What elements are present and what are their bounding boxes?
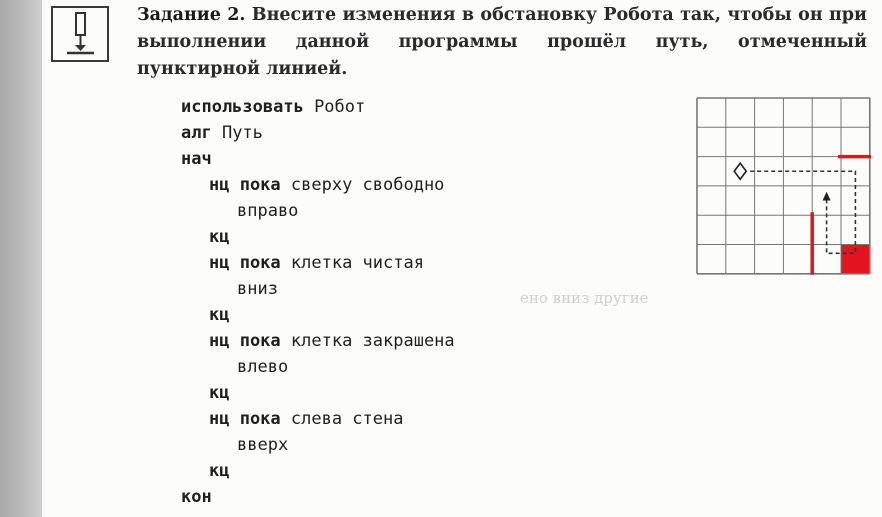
code-line [181, 224, 455, 250]
code-keyword: нц пока [209, 409, 281, 429]
page-edge-shadow [0, 0, 42, 517]
code-line [181, 250, 455, 276]
code-line [181, 146, 455, 172]
code-text: Путь [211, 123, 263, 143]
diamond-icon [734, 163, 746, 179]
code-text: сверху свободно [280, 175, 445, 195]
code-keyword: использовать [181, 97, 304, 117]
arrow-up-icon [823, 192, 831, 201]
robot-field-grid [695, 96, 871, 276]
code-line [181, 120, 455, 146]
code-text: вверх [237, 435, 289, 455]
code-text: клетка закрашена [280, 331, 455, 351]
code-text: слева стена [280, 409, 404, 429]
task-statement [137, 2, 867, 83]
code-line [181, 94, 455, 120]
code-line [181, 458, 455, 484]
robot-path-dashed [750, 171, 855, 253]
code-keyword: нц пока [209, 175, 281, 195]
code-keyword: кц [209, 383, 230, 403]
code-line [181, 432, 455, 458]
code-line [181, 484, 455, 510]
code-line [181, 354, 455, 380]
code-keyword: кон [181, 487, 212, 507]
code-line [181, 172, 455, 198]
code-text: вправо [237, 201, 299, 221]
robot-field [695, 96, 871, 276]
code-text: вниз [237, 279, 278, 299]
code-keyword: кц [209, 461, 230, 481]
code-keyword: нц пока [209, 253, 281, 273]
program-listing [181, 94, 455, 510]
task-body: Внесите изменения в обстановку Робота так, чтобы он при выполнении данной программы прошёл путь, отмеченный пунктирной линией. [137, 5, 868, 79]
task-label: Задание 2. [137, 5, 246, 25]
code-text: клетка чистая [280, 253, 424, 273]
code-line [181, 328, 455, 354]
code-line [181, 406, 455, 432]
code-text: Робот [303, 97, 366, 117]
code-line [181, 302, 455, 328]
code-line [181, 198, 455, 224]
bleed-through-text: ено вниз другие [520, 289, 649, 307]
code-text: влево [237, 357, 289, 377]
code-keyword: кц [209, 305, 230, 325]
code-keyword: нц пока [209, 331, 281, 351]
code-line [181, 276, 455, 302]
task-pictogram-icon [51, 6, 109, 62]
code-keyword: нач [181, 149, 212, 169]
code-keyword: кц [209, 227, 230, 247]
code-line [181, 380, 455, 406]
code-keyword: алг [181, 123, 212, 143]
